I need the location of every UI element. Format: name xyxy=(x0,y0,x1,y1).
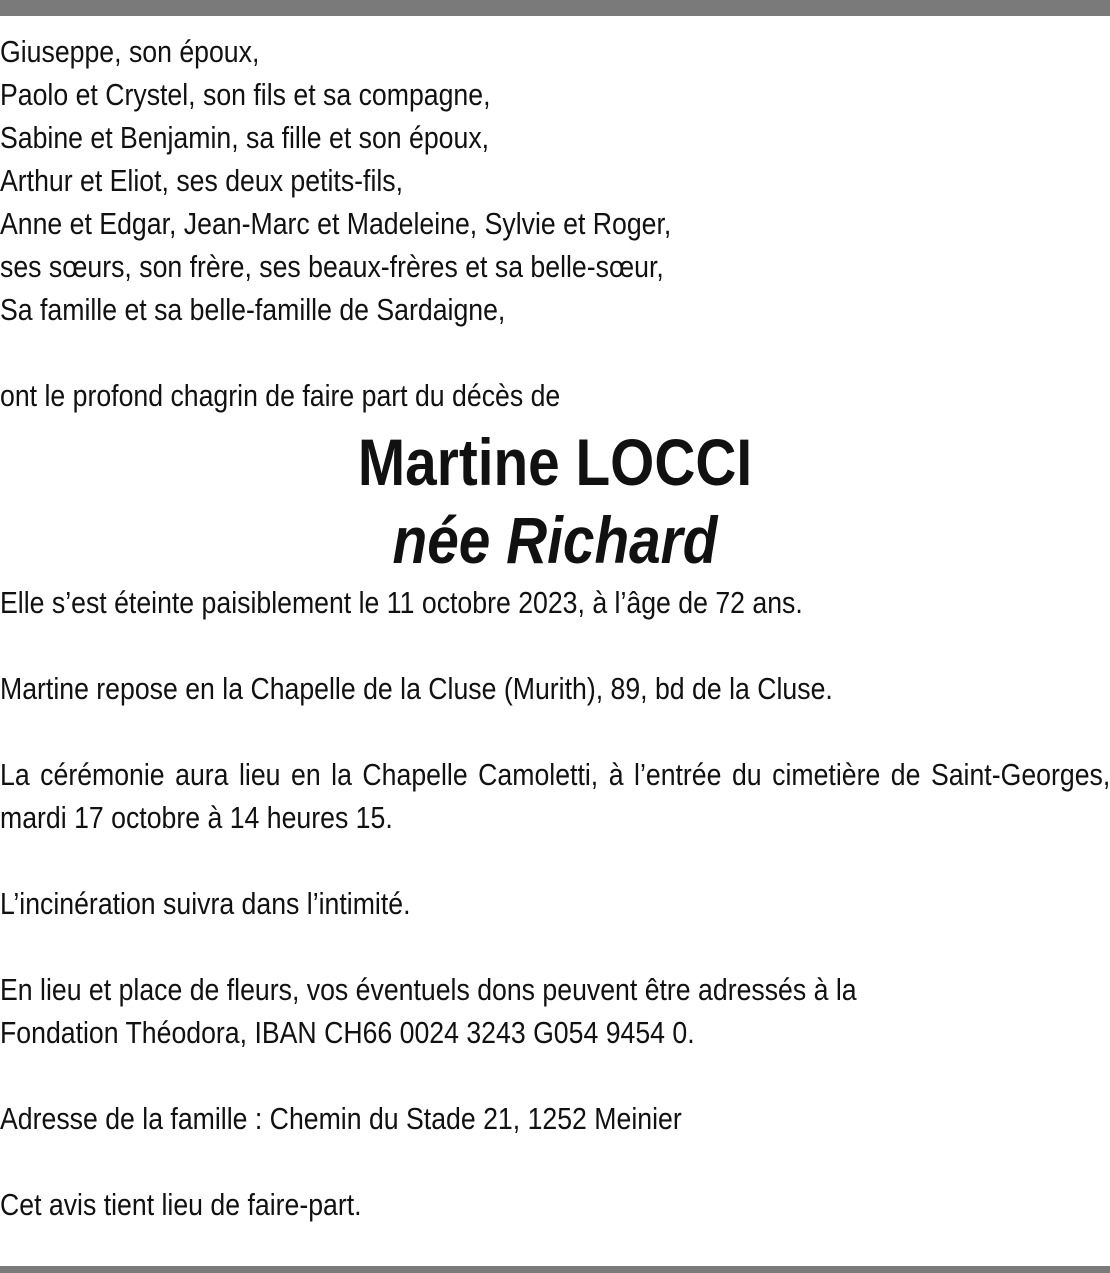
top-rule xyxy=(0,0,1110,16)
family-line: Anne et Edgar, Jean-Marc et Madeleine, Sylvie et Roger, xyxy=(0,206,672,241)
spacer xyxy=(0,331,1110,374)
spacer xyxy=(0,1054,1110,1097)
spacer xyxy=(0,710,1110,753)
family-line: ses sœurs, son frère, ses beaux-frères et sa belle-sœur, xyxy=(0,249,664,284)
family-address-text: Adresse de la famille : Chemin du Stade 21, 1252 Meinier xyxy=(0,1101,682,1136)
spacer xyxy=(0,925,1110,968)
family-list xyxy=(0,30,1110,331)
cremation-text: L’incinération suivra dans l’intimité. xyxy=(0,886,411,921)
announcement-text: ont le profond chagrin de faire part du décès de xyxy=(0,378,561,413)
spacer xyxy=(0,839,1110,882)
bottom-rule xyxy=(0,1266,1110,1273)
deceased-name: Martine LOCCI xyxy=(357,425,753,499)
donations-line: En lieu et place de fleurs, vos éventuels dons peuvent être adressés à la xyxy=(0,972,857,1007)
family-line: Giuseppe, son époux, xyxy=(0,34,260,69)
family-line: Sabine et Benjamin, sa fille et son époux, xyxy=(0,120,490,155)
obituary-notice xyxy=(0,30,1110,1226)
donations-text xyxy=(0,968,1110,1054)
death-notice-text: Elle s’est éteinte paisiblement le 11 octobre 2023, à l’âge de 72 ans. xyxy=(0,585,803,620)
spacer xyxy=(0,1140,1110,1183)
family-line: Arthur et Eliot, ses deux petits-fils, xyxy=(0,163,404,198)
spacer xyxy=(0,624,1110,667)
resting-place-text: Martine repose en la Chapelle de la Cluse (Murith), 89, bd de la Cluse. xyxy=(0,671,833,706)
family-line: Paolo et Crystel, son fils et sa compagne, xyxy=(0,77,491,112)
closing-text: Cet avis tient lieu de faire-part. xyxy=(0,1187,362,1222)
ceremony-text: La cérémonie aura lieu en la Chapelle Camoletti, à l’entrée du cimetière de Saint-Georges, mardi 17 octobre à 14 heures 15. xyxy=(0,757,1110,835)
donations-line: Fondation Théodora, IBAN CH66 0024 3243 G054 9454 0. xyxy=(0,1015,695,1050)
deceased-maiden-name: née Richard xyxy=(392,503,718,577)
family-line: Sa famille et sa belle-famille de Sardaigne, xyxy=(0,292,506,327)
